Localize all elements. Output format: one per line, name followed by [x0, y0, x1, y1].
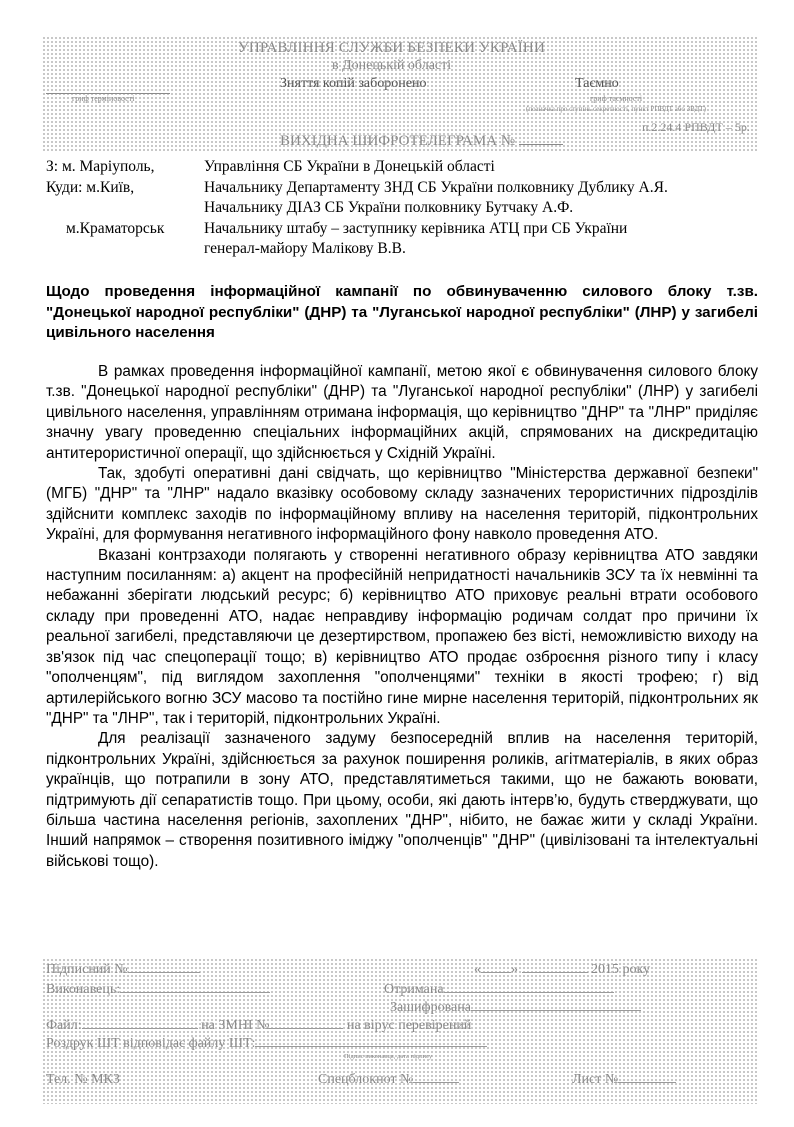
org-name: УПРАВЛІННЯ СЛУЖБИ БЕЗПЕКИ УКРАЇНИ: [238, 40, 545, 56]
sheet-field: [572, 1072, 676, 1088]
date-field: [474, 962, 650, 978]
secret-mark: Таємно: [575, 76, 619, 91]
body-text: [46, 362, 758, 872]
file-label: Файл:: [46, 1018, 82, 1033]
signed-label: Підписний №: [46, 962, 128, 977]
printout-blank: [255, 1045, 487, 1047]
paragraph-3: Вказані контрзаходи полягають у створенні негативного образу керівництва АТО завдяки наступним посиланням: а) акцент на професійній непридатності начальників ЗСУ та їх невмінні та небажанні зберігати людський ресурс; б) керівництво АТО приховує реальні втрати особового складу при проведенні АТО, надає неправдиву інформацію родичам солдат про причини їх реальної загибелі, представляючи це дезертирством, пропажею без вісті, неможливістю виходу на зв'язок під час спецоперації тощо; в) керівництво АТО продає озброєння різного типу і класу "ополченцям", під виглядом захоплення "ополченцями" техніки в якості трофею; г) від артилерійського вогню ЗСУ масово та постійно гине мирне населення територій, підконтрольних як "ДНР" та "ЛНР", так і територій, підконтрольних Україні.: [46, 546, 758, 727]
notebook-blank: [413, 1081, 459, 1083]
secrecy-label: гриф таємності: [590, 94, 643, 103]
sheet-blank: [618, 1081, 676, 1083]
sign-note: Підпис виконавця, дата підпису: [344, 1053, 433, 1060]
virus-label: на вірус перевірений: [346, 1018, 472, 1033]
from-value: Управління СБ України в Донецькій області: [204, 158, 495, 175]
rule-reference: п.2.24.4 РПВДТ – 5р.: [642, 120, 750, 134]
no-copy-mark: Зняття копій заборонено: [280, 76, 427, 91]
telegram-title: [280, 133, 563, 150]
executor-blank: [120, 991, 270, 993]
org-region: в Донецькій області: [332, 58, 452, 73]
znmi-blank: [269, 1027, 343, 1029]
notebook-field: [318, 1072, 459, 1088]
to-label: Куди: м.Київ,: [46, 179, 135, 196]
to-recipient-2: Начальнику ДІАЗ СБ України полковнику Бутчаку А.Ф.: [204, 199, 574, 216]
encrypted-field: [390, 1000, 641, 1016]
sheet-label: Лист №: [572, 1072, 619, 1087]
date-open: «: [474, 962, 481, 977]
printout-label: Роздрук ШТ відповідає файлу ШТ:: [46, 1036, 256, 1051]
header-block: [42, 36, 758, 152]
encrypted-blank: [471, 1009, 641, 1011]
telegram-number-blank: [519, 143, 563, 145]
received-label: Отримана: [384, 982, 444, 997]
to-recipient-4: генерал-майору Малікову В.В.: [204, 240, 406, 257]
day-blank: [481, 971, 511, 973]
year-label: 2015 року: [591, 962, 651, 977]
subject-heading: Щодо проведення інформаційної кампанії по обвинуваченню силового блоку т.зв. "Донецької народної республіки" (ДНР) та "Луганської народної республіки" (ЛНР) у загибелі цивільного населення: [46, 283, 758, 341]
file-field: [46, 1018, 471, 1034]
telegram-title-text: ВИХІДНА ШИФРОТЕЛЕГРАМА №: [280, 133, 516, 149]
date-close: »: [511, 962, 518, 977]
paragraph-4: Для реалізації зазначеного задуму безпосередній вплив на населення територій, підконтрольних Україні, здійснюється за рахунок поширення роликів, агітматеріалів, в яких образ українців, що потрапили в зону АТО, представлятиметься такими, що не бажають воювати, підтримують дії сепаратистів тощо. При цьому, особи, які дають інтерв’ю, будуть стверджувати, що більша частина населення регіонів, захоплених "ДНР", нібито, не бажає жити у складі України. Інший напрямок – створення позитивного іміджу "ополченців" "ДНР" (цивілізовані та інтелектуальні військові тощо).: [46, 730, 758, 870]
term-label: гриф терміновості: [72, 94, 135, 103]
executor-field: [46, 982, 270, 998]
paragraph-1: В рамках проведення інформаційної кампанії, метою якої є обвинувачення силового блоку т.зв. "Донецької народної республіки" (ДНР) та "Луганської народної республіки" (ЛНР) у загибелі цивільного населення, управлінням отримана інформація, що керівництво "ДНР" та "ЛНР" приділяє значну увагу проведенню спеціальних інформаційних акцій, спрямованих на дискредитацію антитерористичної операції, що здійснюється у Східній Україні.: [46, 363, 758, 462]
to-recipient-1: Начальнику Департаменту ЗНД СБ України полковнику Дублику А.Я.: [204, 179, 668, 196]
printout-field: [46, 1036, 487, 1052]
executor-label: Виконавець:: [46, 982, 121, 997]
phone-field: Тел. № МКЗ: [46, 1072, 120, 1087]
to-recipient-3: Начальнику штабу – заступнику керівника АТЦ при СБ України: [204, 220, 628, 237]
signed-blank: [128, 971, 200, 973]
month-blank: [522, 971, 588, 973]
notebook-label: Спецблокнот №: [318, 1072, 414, 1087]
znmi-label: на ЗМНІ №: [201, 1018, 270, 1033]
file-blank: [82, 1027, 198, 1029]
secrecy-note: (позначка про ступінь секретності, пункт РПВДТ або ЗВДТ): [526, 105, 706, 113]
encrypted-label: Зашифрована: [390, 1000, 471, 1015]
received-blank: [444, 991, 614, 993]
received-field: [384, 982, 614, 998]
from-label: З: м. Маріуполь,: [46, 158, 155, 175]
footer-block: [42, 958, 758, 1104]
to-label-kramatorsk: м.Краматорськ: [66, 220, 165, 237]
signed-number: [46, 962, 200, 978]
paragraph-2: Так, здобуті оперативні дані свідчать, що керівництво "Міністерства державної безпеки" (МГБ) "ДНР" та "ЛНР" надало вказівку особовому складу зазначених терористичних підрозділів здійснити комплекс заходів по інформаційному впливу на населення територій, підконтрольних Україні, для формування негативного інформаційного фону навколо проведення АТО.: [46, 465, 758, 544]
